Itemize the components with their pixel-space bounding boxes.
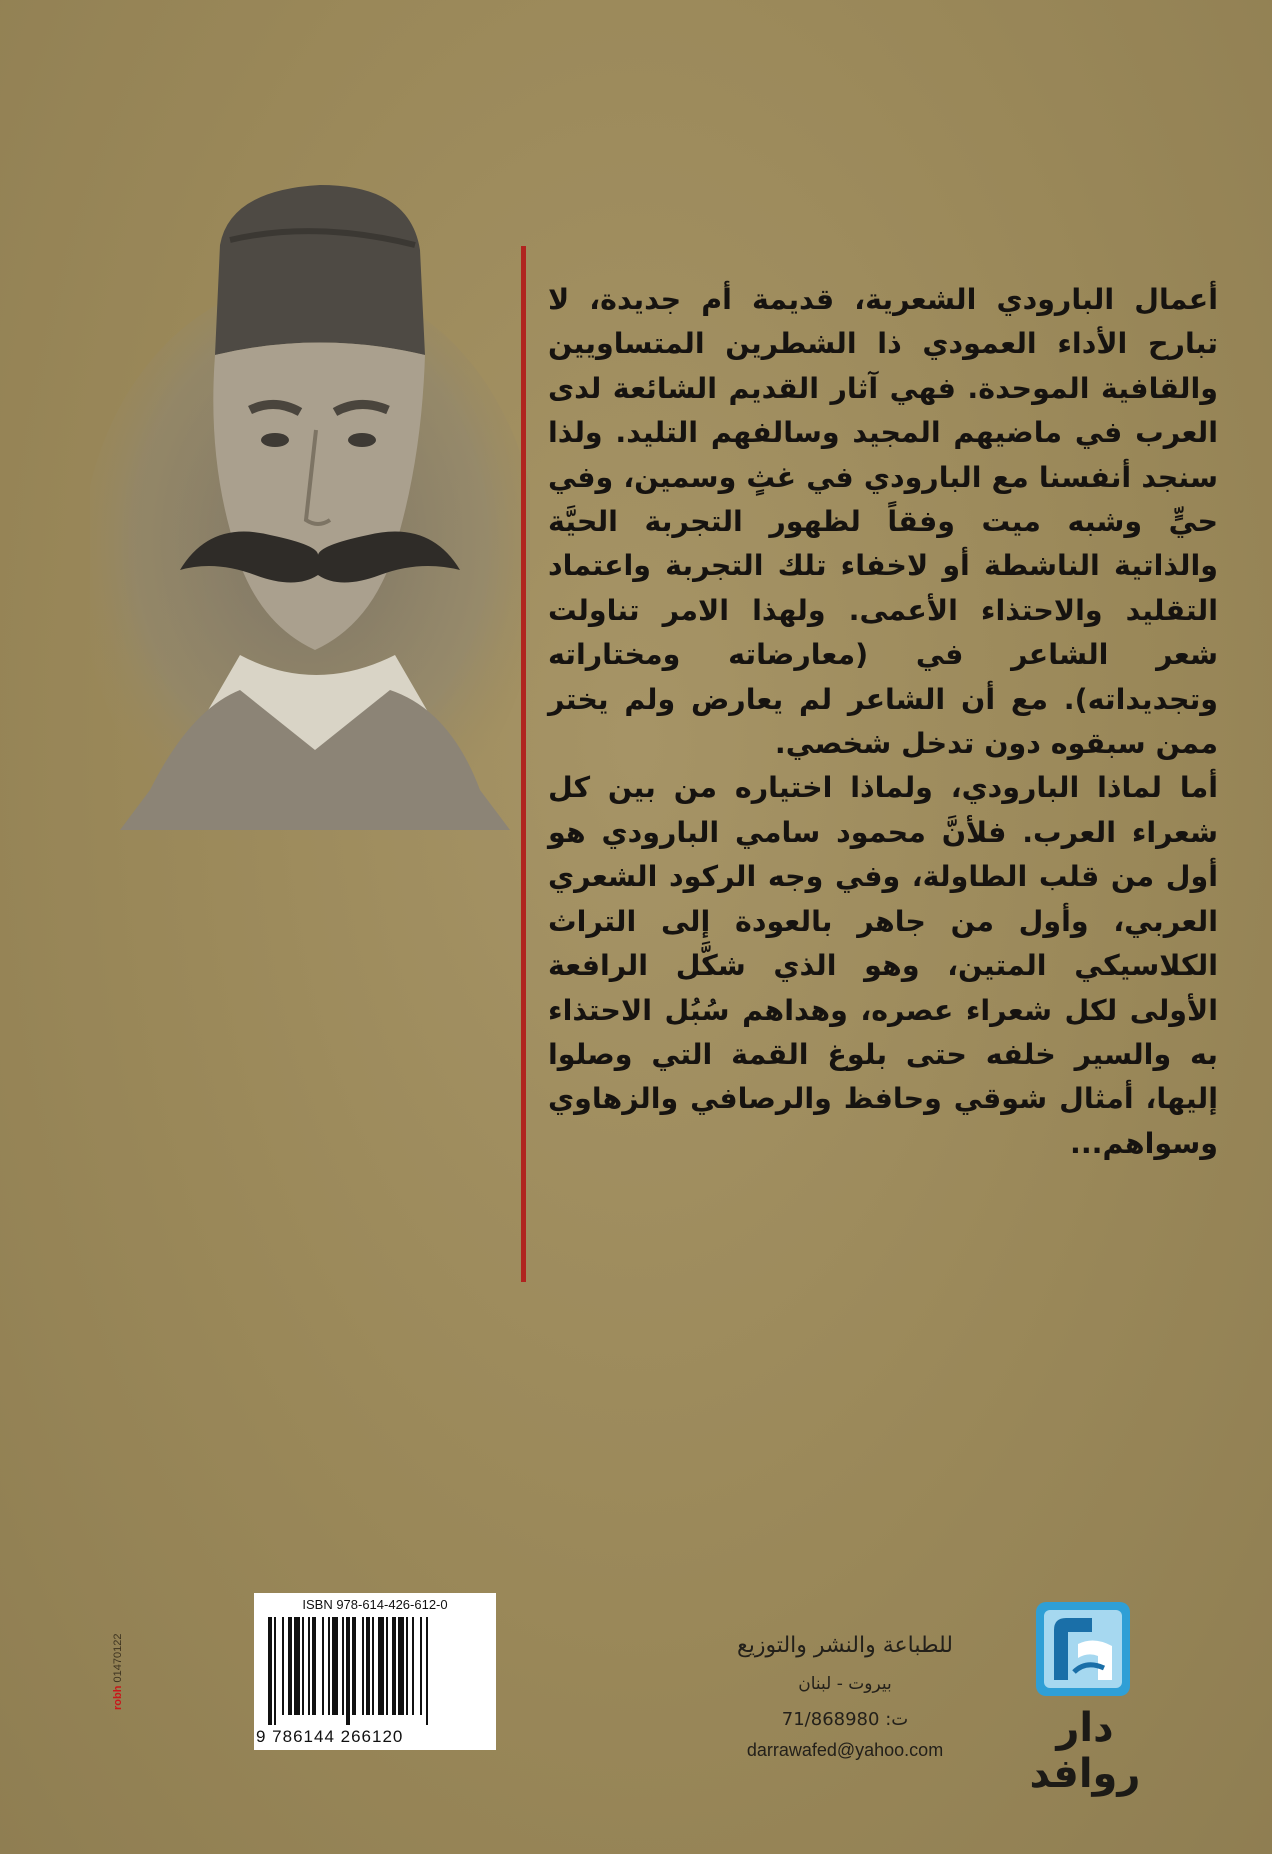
rawafed-logo-icon [1034, 1600, 1132, 1698]
divider-line [521, 246, 526, 1282]
publisher-city: بيروت - لبنان [798, 1674, 892, 1694]
blurb-paragraph: أعمال البارودي الشعرية، قديمة أم جديدة، لا تبارح الأداء العمودي ذا الشطرين المتساويين والقافية الموحدة. فهي آثار القديم الشائعة لدى العرب في ماضيهم المجيد وسالفهم التليد. ولذا سنجد أنفسنا مع البارودي في غثٍ وسمين، وفي حيٍّ وشبه ميت وفقاً لظهور التجربة الحيَّة والذاتية الناشطة أو لاخفاء تلك التجربة واعتماد التقليد والاحتذاء الأعمى. ولهذا الامر تناولت شعر الشاعر في (معارضاته ومختاراته وتجديداته). مع أن الشاعر لم يعارض ولم يختر ممن سبقوه دون تدخل شخصي. [548, 283, 1218, 761]
publisher-info [700, 1630, 990, 1764]
publisher-phone: ت: 71/868980 [781, 1709, 909, 1730]
isbn-barcode [254, 1593, 496, 1750]
publisher-email[interactable]: darrawafed@yahoo.com [746, 1740, 944, 1760]
print-code-number: 01470122 [112, 1633, 124, 1683]
portrait-image [90, 150, 530, 830]
publisher-name: دار روافد [1029, 1705, 1141, 1797]
barcode-digits: 9 786144 266120 [256, 1727, 404, 1746]
isbn-label: ISBN 978-614-426-612-0 [302, 1597, 448, 1612]
blurb-text [548, 278, 1218, 1166]
barcode-bars [268, 1617, 482, 1725]
publisher-tagline: للطباعة والنشر والتوزيع [736, 1633, 954, 1658]
blurb-paragraph: أما لماذا البارودي، ولماذا اختياره من بين كل شعراء العرب. فلأنَّ محمود سامي البارودي هو أول من قلب الطاولة، وفي وجه الركود الشعري العربي، وأول من جاهر بالعودة إلى التراث الكلاسيكي المتين، وهو الذي شكَّل الرافعة الأولى لكل شعراء عصره، وهداهم سُبُل الاحتذاء به والسير خلفه حتى بلوغ القمة التي وصلوا إليها، أمثال شوقي وحافظ والرصافي والزهاوي وسواهم... [548, 771, 1218, 1160]
print-code [112, 1634, 124, 1710]
print-code-mark: robh [112, 1685, 124, 1710]
